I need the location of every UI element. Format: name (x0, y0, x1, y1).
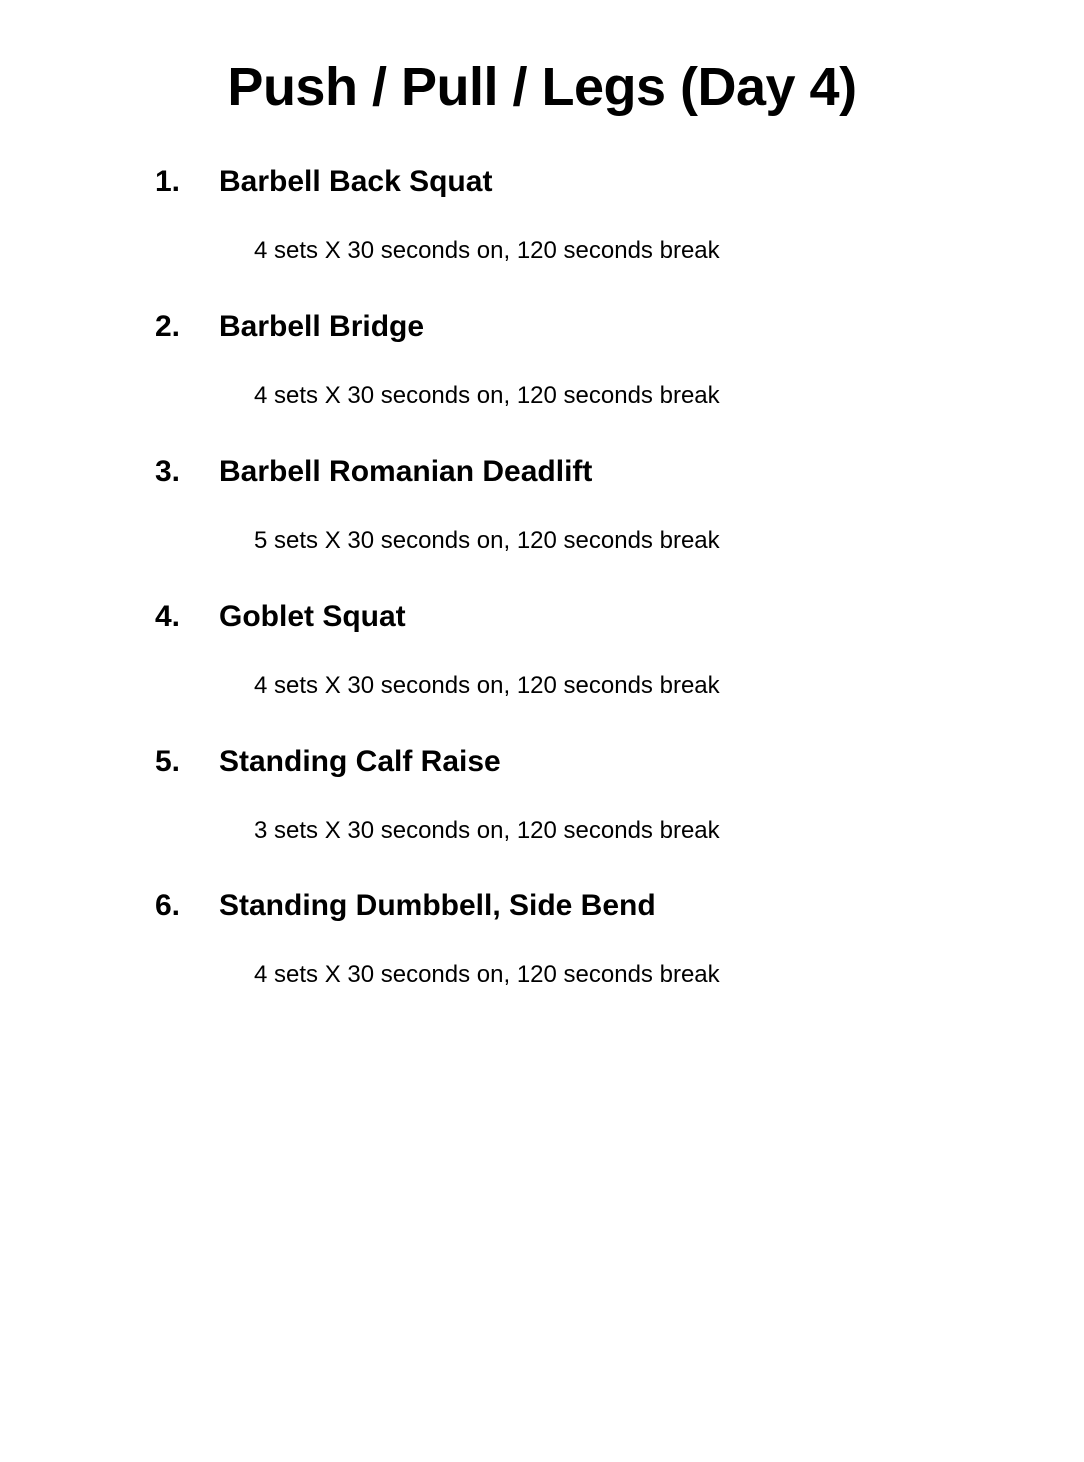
exercise-heading (0, 600, 1084, 634)
document-page (0, 58, 1084, 1462)
exercise-heading (0, 310, 1084, 344)
exercise-list (0, 165, 1084, 990)
exercise-name: Standing Calf Raise (219, 744, 501, 778)
list-item (0, 455, 1084, 556)
exercise-name: Barbell Back Squat (219, 165, 493, 199)
exercise-number: 5. (155, 744, 181, 778)
exercise-detail: 4 sets X 30 seconds on, 120 seconds break (254, 961, 720, 989)
exercise-heading (0, 165, 1084, 199)
list-item (0, 600, 1084, 701)
list-item (0, 165, 1084, 266)
exercise-detail: 3 sets X 30 seconds on, 120 seconds break (254, 816, 720, 844)
exercise-detail: 4 sets X 30 seconds on, 120 seconds break (254, 237, 720, 265)
exercise-heading (0, 455, 1084, 489)
exercise-name: Barbell Bridge (219, 310, 425, 344)
exercise-number: 4. (155, 599, 181, 633)
exercise-heading (0, 889, 1084, 923)
exercise-number: 2. (155, 310, 181, 344)
list-item (0, 310, 1084, 411)
exercise-name: Goblet Squat (219, 599, 406, 633)
list-item (0, 745, 1084, 846)
exercise-number: 3. (155, 454, 181, 488)
page-title: Push / Pull / Legs (Day 4) (227, 57, 857, 117)
exercise-name: Standing Dumbbell, Side Bend (219, 889, 656, 923)
exercise-detail: 4 sets X 30 seconds on, 120 seconds break (254, 671, 720, 699)
exercise-number: 1. (155, 165, 181, 199)
exercise-number: 6. (155, 889, 181, 923)
exercise-name: Barbell Romanian Deadlift (219, 454, 593, 488)
exercise-detail: 5 sets X 30 seconds on, 120 seconds break (254, 526, 720, 554)
exercise-heading (0, 745, 1084, 779)
list-item (0, 889, 1084, 990)
exercise-detail: 4 sets X 30 seconds on, 120 seconds break (254, 382, 720, 410)
